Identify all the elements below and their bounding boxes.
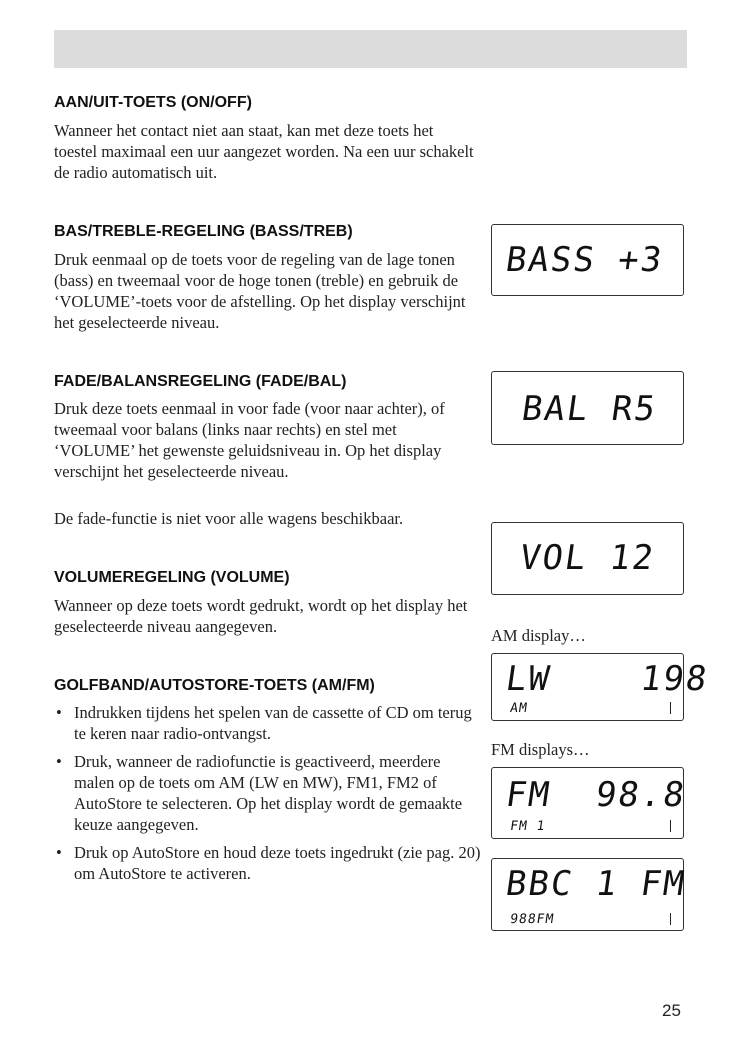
- lcd-bass-display: [491, 224, 684, 296]
- lcd-fm2-display: [491, 858, 689, 931]
- lcd-tick-mark: [670, 820, 672, 832]
- list-item: • Indrukken tijdens het spelen van de cassette of CD om terug te keren naar radio-ontvangst.: [54, 702, 484, 744]
- lcd-tick-mark: [670, 913, 672, 925]
- lcd-fm1-text: FM 98.8: [503, 775, 689, 815]
- lcd-am-display: [491, 653, 712, 721]
- page-number: 25: [662, 1001, 681, 1020]
- lcd-bal-text: BAL R5: [519, 389, 660, 429]
- list-item: • Druk op AutoStore en houd deze toets ingedrukt (zie pag. 20) om AutoStore te activeren.: [54, 842, 484, 884]
- lcd-am-subtext: AM: [509, 701, 529, 716]
- lcd-fm1-subtext: FM 1: [509, 819, 547, 834]
- caption-fm: FM displays…: [491, 740, 590, 759]
- lcd-am-text: LW 198: [503, 659, 712, 699]
- lcd-tick-mark: [670, 702, 672, 714]
- text-volume: Wanneer op deze toets wordt gedrukt, wordt op het display het geselecteerde niveau aangegeven.: [54, 596, 468, 636]
- lcd-fm2-subtext: 988FM: [509, 912, 556, 927]
- heading-basstreb: BAS/TREBLE-REGELING (BASS/TREB): [54, 223, 353, 240]
- lcd-bal-display: [491, 371, 684, 445]
- bullet-list-amfm: [54, 702, 484, 891]
- lcd-vol-text: VOL 12: [517, 538, 658, 578]
- lcd-fm2-text: BBC 1 FM: [503, 864, 689, 904]
- header-bar: [54, 30, 687, 68]
- heading-amfm: GOLFBAND/AUTOSTORE-TOETS (AM/FM): [54, 677, 375, 694]
- text-onoff: Wanneer het contact niet aan staat, kan met deze toets het toestel maximaal een uur aangezet worden. Na een uur schakelt de radio automatisch uit.: [54, 121, 474, 182]
- lcd-bass-text: BASS +3: [503, 240, 667, 280]
- text-basstreb: Druk eenmaal op de toets voor de regeling van de lage tonen (bass) en tweemaal voor de hoge tonen (treble) en gebruik de ‘VOLUME’-toets voor de afstelling. Op het display verschijnt het geselecteerde niveau.: [54, 250, 466, 332]
- lcd-vol-display: [491, 522, 684, 595]
- heading-volume: VOLUMEREGELING (VOLUME): [54, 569, 290, 586]
- list-item: • Druk, wanneer de radiofunctie is geactiveerd, meerdere malen op de toets om AM (LW en MW), FM1, FM2 of AutoStore te selecteren. Op het display wordt de gemaakte keuze aangegeven.: [54, 751, 484, 835]
- lcd-fm1-display: [491, 767, 689, 839]
- note-fadebal: De fade-functie is niet voor alle wagens beschikbaar.: [54, 509, 404, 528]
- text-fadebal: Druk deze toets eenmaal in voor fade (voor naar achter), of tweemaal voor balans (links naar rechts) en stel met ‘VOLUME’ het gewenste geluidsniveau in. Op het display verschijnt het geselecteerde niveau.: [54, 399, 445, 481]
- heading-fadebal: FADE/BALANSREGELING (FADE/BAL): [54, 373, 347, 390]
- heading-onoff: AAN/UIT-TOETS (ON/OFF): [54, 94, 252, 111]
- caption-am: AM display…: [491, 626, 586, 645]
